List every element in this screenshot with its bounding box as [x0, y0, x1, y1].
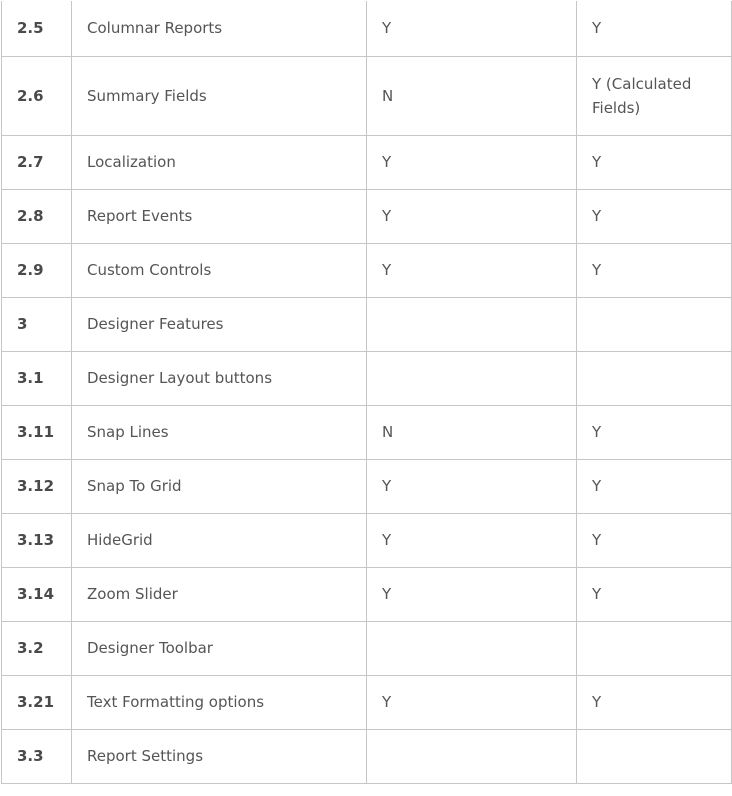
row-col-a: Y: [367, 567, 577, 621]
row-feature: Localization: [72, 135, 367, 189]
row-col-b: [577, 621, 732, 675]
table-row: [2, 567, 732, 621]
row-col-a: [367, 297, 577, 351]
row-col-a: Y: [367, 513, 577, 567]
row-col-a: [367, 621, 577, 675]
row-col-b: Y: [577, 189, 732, 243]
row-col-b: Y (Calculated Fields): [577, 56, 732, 135]
row-id: 3.13: [2, 513, 72, 567]
table-row: [2, 189, 732, 243]
row-id: 3.21: [2, 675, 72, 729]
row-col-a: Y: [367, 135, 577, 189]
table-row: [2, 621, 732, 675]
row-col-b: [577, 729, 732, 783]
feature-comparison-table: [1, 1, 732, 784]
row-id: 3.12: [2, 459, 72, 513]
row-feature: HideGrid: [72, 513, 367, 567]
row-id: 2.5: [2, 1, 72, 56]
row-feature: Zoom Slider: [72, 567, 367, 621]
table-row: [2, 297, 732, 351]
row-col-b: Y: [577, 459, 732, 513]
row-col-a: [367, 729, 577, 783]
row-feature: Designer Layout buttons: [72, 351, 367, 405]
row-feature: Designer Features: [72, 297, 367, 351]
row-id: 2.8: [2, 189, 72, 243]
row-feature: Report Settings: [72, 729, 367, 783]
row-id: 2.9: [2, 243, 72, 297]
row-col-b: Y: [577, 405, 732, 459]
row-col-a: [367, 351, 577, 405]
row-col-b: Y: [577, 135, 732, 189]
row-id: 3.2: [2, 621, 72, 675]
row-feature: Custom Controls: [72, 243, 367, 297]
row-col-b: [577, 297, 732, 351]
row-id: 2.6: [2, 56, 72, 135]
row-col-a: Y: [367, 1, 577, 56]
row-feature: Designer Toolbar: [72, 621, 367, 675]
table-row: [2, 405, 732, 459]
row-feature: Report Events: [72, 189, 367, 243]
table-row: [2, 729, 732, 783]
table-row: [2, 513, 732, 567]
table-row: [2, 351, 732, 405]
row-col-a: Y: [367, 675, 577, 729]
row-col-b: Y: [577, 567, 732, 621]
row-col-b: Y: [577, 1, 732, 56]
row-id: 2.7: [2, 135, 72, 189]
row-col-b: Y: [577, 675, 732, 729]
row-col-a: N: [367, 405, 577, 459]
row-id: 3.1: [2, 351, 72, 405]
row-col-b: [577, 351, 732, 405]
row-id: 3.11: [2, 405, 72, 459]
table-row: [2, 1, 732, 56]
row-col-a: Y: [367, 459, 577, 513]
table-row: [2, 675, 732, 729]
row-feature: Snap Lines: [72, 405, 367, 459]
row-feature: Columnar Reports: [72, 1, 367, 56]
table-row: [2, 56, 732, 135]
table-row: [2, 243, 732, 297]
row-col-a: N: [367, 56, 577, 135]
row-id: 3.14: [2, 567, 72, 621]
row-col-b: Y: [577, 513, 732, 567]
row-feature: Summary Fields: [72, 56, 367, 135]
row-col-a: Y: [367, 243, 577, 297]
row-col-b: Y: [577, 243, 732, 297]
row-feature: Text Formatting options: [72, 675, 367, 729]
table-row: [2, 135, 732, 189]
row-col-a: Y: [367, 189, 577, 243]
row-feature: Snap To Grid: [72, 459, 367, 513]
row-id: 3.3: [2, 729, 72, 783]
table-row: [2, 459, 732, 513]
row-id: 3: [2, 297, 72, 351]
